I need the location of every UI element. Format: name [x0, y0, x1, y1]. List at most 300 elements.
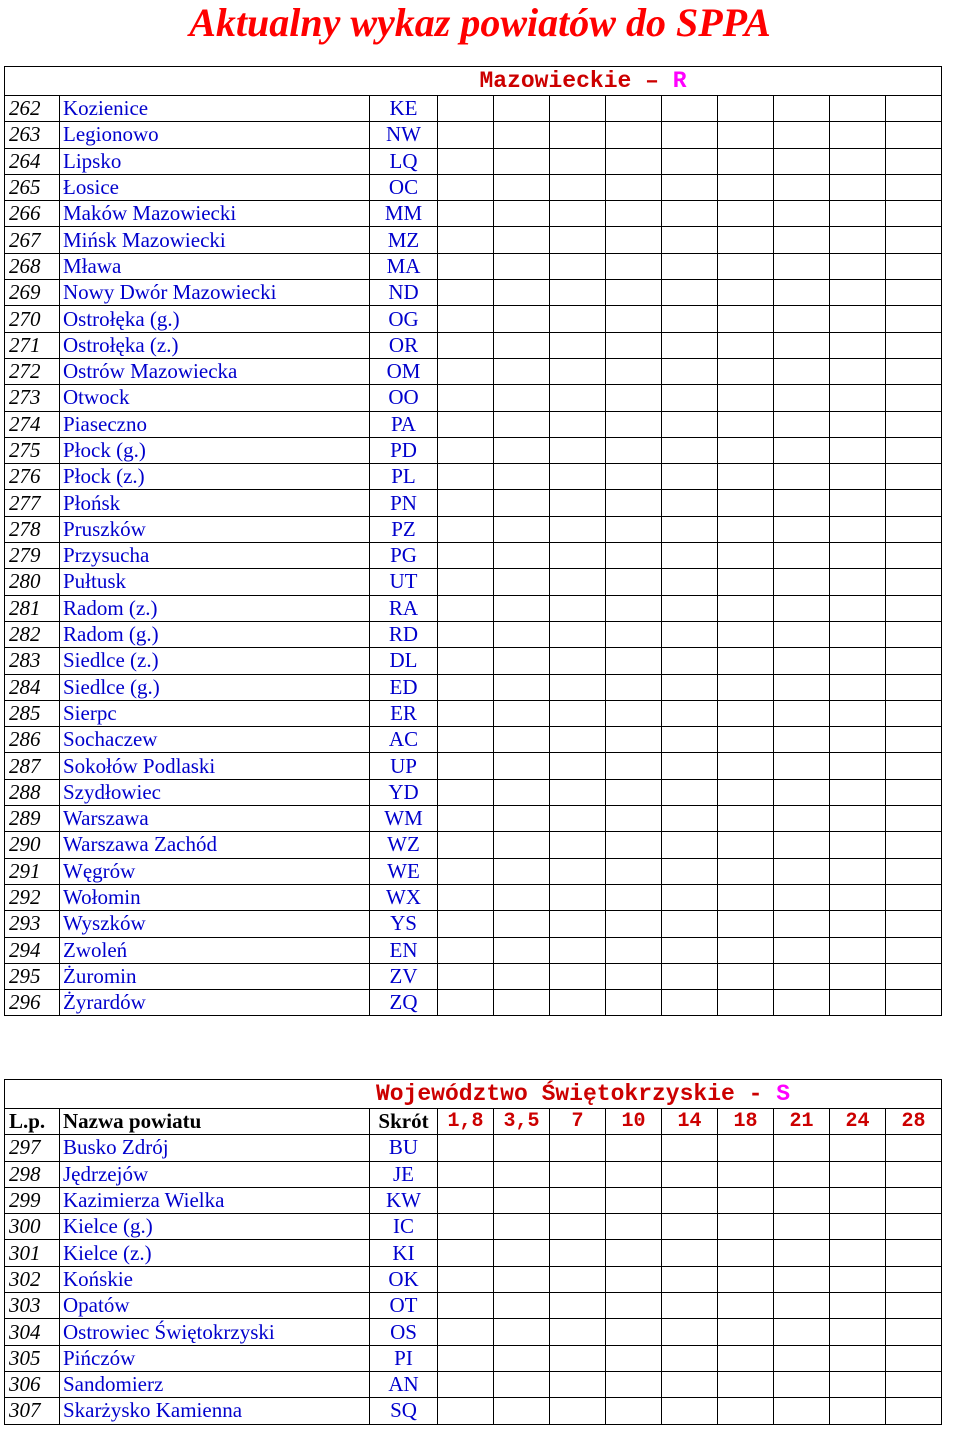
empty-cell	[886, 595, 942, 621]
empty-cell	[662, 1214, 718, 1240]
empty-cell	[550, 832, 606, 858]
empty-cell	[886, 280, 942, 306]
empty-cell	[886, 227, 942, 253]
empty-cell	[830, 122, 886, 148]
district-code: LQ	[370, 148, 438, 174]
empty-cell	[438, 516, 494, 542]
table-row	[5, 490, 942, 516]
empty-cell	[494, 122, 550, 148]
empty-cell	[494, 1319, 550, 1345]
empty-cell	[438, 1135, 494, 1161]
district-code: KI	[370, 1240, 438, 1266]
empty-cell	[494, 1214, 550, 1240]
empty-cell	[830, 411, 886, 437]
empty-cell	[662, 779, 718, 805]
district-name: Płock (z.)	[60, 464, 370, 490]
empty-cell	[662, 280, 718, 306]
empty-cell	[550, 1319, 606, 1345]
empty-cell	[606, 806, 662, 832]
row-number: 279	[5, 543, 60, 569]
empty-cell	[550, 727, 606, 753]
empty-cell	[606, 1293, 662, 1319]
district-code: OT	[370, 1293, 438, 1319]
empty-cell	[718, 174, 774, 200]
empty-cell	[606, 674, 662, 700]
district-code: OS	[370, 1319, 438, 1345]
empty-cell	[774, 1319, 830, 1345]
empty-cell	[662, 1135, 718, 1161]
empty-cell	[662, 621, 718, 647]
empty-cell	[606, 227, 662, 253]
empty-cell	[438, 674, 494, 700]
empty-cell	[886, 1135, 942, 1161]
section-letter: S	[776, 1080, 791, 1107]
empty-cell	[662, 332, 718, 358]
empty-cell	[606, 753, 662, 779]
district-name: Ostrowiec Świętokrzyski	[60, 1319, 370, 1345]
empty-cell	[662, 543, 718, 569]
empty-cell	[606, 1187, 662, 1213]
row-number: 301	[5, 1240, 60, 1266]
empty-cell	[606, 1371, 662, 1397]
empty-cell	[550, 201, 606, 227]
empty-cell	[718, 1398, 774, 1424]
empty-cell	[662, 1293, 718, 1319]
row-number: 294	[5, 937, 60, 963]
row-number: 303	[5, 1293, 60, 1319]
empty-cell	[774, 806, 830, 832]
district-name: Końskie	[60, 1266, 370, 1292]
empty-cell	[830, 1293, 886, 1319]
row-number: 275	[5, 437, 60, 463]
row-number: 262	[5, 96, 60, 122]
empty-cell	[830, 516, 886, 542]
empty-cell	[494, 832, 550, 858]
empty-cell	[718, 1135, 774, 1161]
district-code: YD	[370, 779, 438, 805]
table-row	[5, 648, 942, 674]
empty-cell	[494, 464, 550, 490]
table-row	[5, 1187, 942, 1213]
empty-cell	[774, 174, 830, 200]
empty-cell	[718, 753, 774, 779]
header-code: Skrót	[370, 1109, 438, 1135]
empty-cell	[774, 411, 830, 437]
empty-cell	[494, 990, 550, 1016]
empty-cell	[550, 911, 606, 937]
district-code: PN	[370, 490, 438, 516]
empty-cell	[886, 490, 942, 516]
empty-cell	[774, 1214, 830, 1240]
empty-cell	[830, 464, 886, 490]
empty-cell	[606, 858, 662, 884]
empty-cell	[830, 1266, 886, 1292]
empty-cell	[662, 700, 718, 726]
empty-cell	[718, 1214, 774, 1240]
empty-cell	[774, 674, 830, 700]
district-code: OK	[370, 1266, 438, 1292]
empty-cell	[830, 1240, 886, 1266]
empty-cell	[494, 911, 550, 937]
empty-cell	[718, 1293, 774, 1319]
empty-cell	[606, 174, 662, 200]
district-name: Warszawa	[60, 806, 370, 832]
row-number: 290	[5, 832, 60, 858]
empty-cell	[718, 490, 774, 516]
empty-cell	[606, 700, 662, 726]
empty-cell	[886, 385, 942, 411]
district-code: OO	[370, 385, 438, 411]
row-number: 302	[5, 1266, 60, 1292]
district-name: Skarżysko Kamienna	[60, 1398, 370, 1424]
empty-cell	[606, 1135, 662, 1161]
empty-cell	[830, 490, 886, 516]
district-code: MM	[370, 201, 438, 227]
empty-cell	[550, 96, 606, 122]
empty-cell	[550, 963, 606, 989]
district-name: Radom (g.)	[60, 621, 370, 647]
table-row	[5, 1345, 942, 1371]
empty-cell	[550, 569, 606, 595]
empty-cell	[830, 806, 886, 832]
empty-cell	[606, 911, 662, 937]
district-name: Opatów	[60, 1293, 370, 1319]
empty-cell	[662, 1161, 718, 1187]
table-row	[5, 1214, 942, 1240]
empty-cell	[662, 1319, 718, 1345]
empty-cell	[718, 543, 774, 569]
empty-cell	[662, 437, 718, 463]
empty-cell	[718, 648, 774, 674]
empty-cell	[774, 1161, 830, 1187]
table-row	[5, 832, 942, 858]
empty-cell	[830, 1161, 886, 1187]
empty-cell	[774, 858, 830, 884]
row-number: 282	[5, 621, 60, 647]
empty-cell	[438, 411, 494, 437]
table-row	[5, 1161, 942, 1187]
district-code: PZ	[370, 516, 438, 542]
table-row	[5, 1319, 942, 1345]
empty-cell	[662, 122, 718, 148]
empty-cell	[886, 1240, 942, 1266]
empty-cell	[718, 1345, 774, 1371]
empty-cell	[550, 464, 606, 490]
table-row	[5, 937, 942, 963]
district-name: Żuromin	[60, 963, 370, 989]
empty-cell	[830, 543, 886, 569]
empty-cell	[438, 727, 494, 753]
empty-cell	[438, 1240, 494, 1266]
empty-cell	[494, 937, 550, 963]
empty-cell	[438, 253, 494, 279]
empty-cell	[774, 516, 830, 542]
empty-cell	[718, 358, 774, 384]
empty-cell	[606, 1266, 662, 1292]
district-code: EN	[370, 937, 438, 963]
table-row	[5, 437, 942, 463]
row-number: 281	[5, 595, 60, 621]
empty-cell	[550, 806, 606, 832]
empty-cell	[830, 963, 886, 989]
district-code: PG	[370, 543, 438, 569]
section-header-row	[5, 67, 942, 96]
empty-cell	[438, 621, 494, 647]
empty-cell	[438, 858, 494, 884]
empty-cell	[662, 674, 718, 700]
empty-cell	[718, 990, 774, 1016]
header-column: 1,8	[438, 1109, 494, 1135]
table-row	[5, 201, 942, 227]
empty-cell	[438, 201, 494, 227]
empty-cell	[550, 1345, 606, 1371]
empty-cell	[718, 437, 774, 463]
table-row	[5, 779, 942, 805]
empty-cell	[886, 911, 942, 937]
empty-cell	[550, 1398, 606, 1424]
empty-cell	[606, 411, 662, 437]
empty-cell	[886, 884, 942, 910]
table-row	[5, 1371, 942, 1397]
empty-cell	[886, 201, 942, 227]
row-number: 288	[5, 779, 60, 805]
empty-cell	[774, 990, 830, 1016]
header-name: Nazwa powiatu	[60, 1109, 370, 1135]
empty-cell	[718, 832, 774, 858]
empty-cell	[494, 779, 550, 805]
empty-cell	[438, 1214, 494, 1240]
row-number: 289	[5, 806, 60, 832]
header-lp: L.p.	[5, 1109, 60, 1135]
empty-cell	[662, 937, 718, 963]
empty-cell	[438, 595, 494, 621]
table-row	[5, 806, 942, 832]
empty-cell	[718, 937, 774, 963]
empty-cell	[830, 858, 886, 884]
empty-cell	[438, 569, 494, 595]
row-number: 276	[5, 464, 60, 490]
empty-cell	[774, 595, 830, 621]
empty-cell	[830, 1371, 886, 1397]
empty-cell	[438, 1398, 494, 1424]
table-row	[5, 990, 942, 1016]
table-row	[5, 253, 942, 279]
empty-cell	[662, 806, 718, 832]
row-number: 286	[5, 727, 60, 753]
empty-cell	[550, 543, 606, 569]
header-column: 21	[774, 1109, 830, 1135]
row-number: 307	[5, 1398, 60, 1424]
row-number: 299	[5, 1187, 60, 1213]
empty-cell	[718, 700, 774, 726]
empty-cell	[438, 490, 494, 516]
empty-cell	[438, 96, 494, 122]
empty-cell	[886, 1161, 942, 1187]
empty-cell	[662, 911, 718, 937]
empty-cell	[550, 1214, 606, 1240]
district-code: AN	[370, 1371, 438, 1397]
table-row	[5, 1135, 942, 1161]
empty-cell	[550, 1135, 606, 1161]
empty-cell	[886, 832, 942, 858]
district-name: Płock (g.)	[60, 437, 370, 463]
empty-cell	[550, 1266, 606, 1292]
empty-cell	[774, 727, 830, 753]
empty-cell	[606, 201, 662, 227]
empty-cell	[830, 911, 886, 937]
district-name: Zwoleń	[60, 937, 370, 963]
empty-cell	[662, 148, 718, 174]
empty-cell	[718, 1187, 774, 1213]
empty-cell	[550, 1371, 606, 1397]
row-number: 267	[5, 227, 60, 253]
section-header-row	[5, 1080, 942, 1109]
row-number: 283	[5, 648, 60, 674]
empty-cell	[830, 621, 886, 647]
empty-cell	[606, 621, 662, 647]
table-row	[5, 569, 942, 595]
header-column: 14	[662, 1109, 718, 1135]
empty-cell	[550, 753, 606, 779]
row-number: 270	[5, 306, 60, 332]
empty-cell	[438, 437, 494, 463]
empty-cell	[662, 595, 718, 621]
empty-cell	[718, 674, 774, 700]
empty-cell	[550, 122, 606, 148]
empty-cell	[662, 832, 718, 858]
table-row	[5, 1240, 942, 1266]
district-code: MA	[370, 253, 438, 279]
table-row	[5, 385, 942, 411]
swietokrzyskie-table	[4, 1079, 942, 1425]
empty-cell	[494, 1371, 550, 1397]
empty-cell	[606, 990, 662, 1016]
empty-cell	[718, 227, 774, 253]
district-code: OM	[370, 358, 438, 384]
empty-cell	[886, 174, 942, 200]
empty-cell	[662, 1266, 718, 1292]
empty-cell	[718, 1240, 774, 1266]
empty-cell	[774, 306, 830, 332]
header-column: 10	[606, 1109, 662, 1135]
empty-cell	[774, 648, 830, 674]
empty-cell	[494, 621, 550, 647]
district-name: Maków Mazowiecki	[60, 201, 370, 227]
empty-cell	[886, 621, 942, 647]
empty-cell	[830, 595, 886, 621]
empty-cell	[830, 306, 886, 332]
district-code: IC	[370, 1214, 438, 1240]
empty-cell	[494, 358, 550, 384]
empty-cell	[886, 1187, 942, 1213]
empty-cell	[774, 201, 830, 227]
district-code: PD	[370, 437, 438, 463]
header-column: 24	[830, 1109, 886, 1135]
empty-cell	[886, 148, 942, 174]
district-code: UT	[370, 569, 438, 595]
empty-cell	[774, 1293, 830, 1319]
empty-cell	[662, 648, 718, 674]
empty-cell	[718, 884, 774, 910]
empty-cell	[494, 858, 550, 884]
row-number: 263	[5, 122, 60, 148]
empty-cell	[606, 963, 662, 989]
empty-cell	[606, 490, 662, 516]
empty-cell	[886, 1266, 942, 1292]
empty-cell	[886, 753, 942, 779]
empty-cell	[718, 806, 774, 832]
district-name: Ostrołęka (g.)	[60, 306, 370, 332]
empty-cell	[550, 253, 606, 279]
empty-cell	[830, 253, 886, 279]
empty-cell	[438, 543, 494, 569]
empty-cell	[718, 122, 774, 148]
empty-cell	[718, 201, 774, 227]
empty-cell	[886, 122, 942, 148]
empty-cell	[438, 1319, 494, 1345]
row-number: 298	[5, 1161, 60, 1187]
district-name: Sierpc	[60, 700, 370, 726]
empty-cell	[550, 174, 606, 200]
district-name: Jędrzejów	[60, 1161, 370, 1187]
empty-cell	[662, 306, 718, 332]
district-name: Kozienice	[60, 96, 370, 122]
empty-cell	[494, 490, 550, 516]
empty-cell	[830, 1398, 886, 1424]
table-row	[5, 674, 942, 700]
empty-cell	[550, 280, 606, 306]
empty-cell	[494, 385, 550, 411]
empty-cell	[830, 1345, 886, 1371]
empty-cell	[494, 543, 550, 569]
empty-cell	[886, 1398, 942, 1424]
district-code: PA	[370, 411, 438, 437]
empty-cell	[438, 963, 494, 989]
empty-cell	[606, 937, 662, 963]
empty-cell	[718, 516, 774, 542]
district-name: Lipsko	[60, 148, 370, 174]
empty-cell	[774, 385, 830, 411]
empty-cell	[718, 411, 774, 437]
empty-cell	[718, 1266, 774, 1292]
empty-cell	[494, 280, 550, 306]
empty-cell	[438, 174, 494, 200]
empty-cell	[886, 963, 942, 989]
empty-cell	[886, 1293, 942, 1319]
empty-cell	[438, 806, 494, 832]
district-code: ZV	[370, 963, 438, 989]
empty-cell	[886, 543, 942, 569]
row-number: 285	[5, 700, 60, 726]
empty-cell	[494, 253, 550, 279]
empty-cell	[606, 832, 662, 858]
empty-cell	[662, 884, 718, 910]
empty-cell	[886, 437, 942, 463]
empty-cell	[830, 779, 886, 805]
empty-cell	[830, 727, 886, 753]
district-code: PI	[370, 1345, 438, 1371]
district-code: NW	[370, 122, 438, 148]
empty-cell	[886, 806, 942, 832]
empty-cell	[606, 516, 662, 542]
empty-cell	[662, 227, 718, 253]
district-name: Legionowo	[60, 122, 370, 148]
empty-cell	[662, 174, 718, 200]
empty-cell	[494, 1398, 550, 1424]
empty-cell	[662, 569, 718, 595]
empty-cell	[550, 411, 606, 437]
empty-cell	[830, 227, 886, 253]
